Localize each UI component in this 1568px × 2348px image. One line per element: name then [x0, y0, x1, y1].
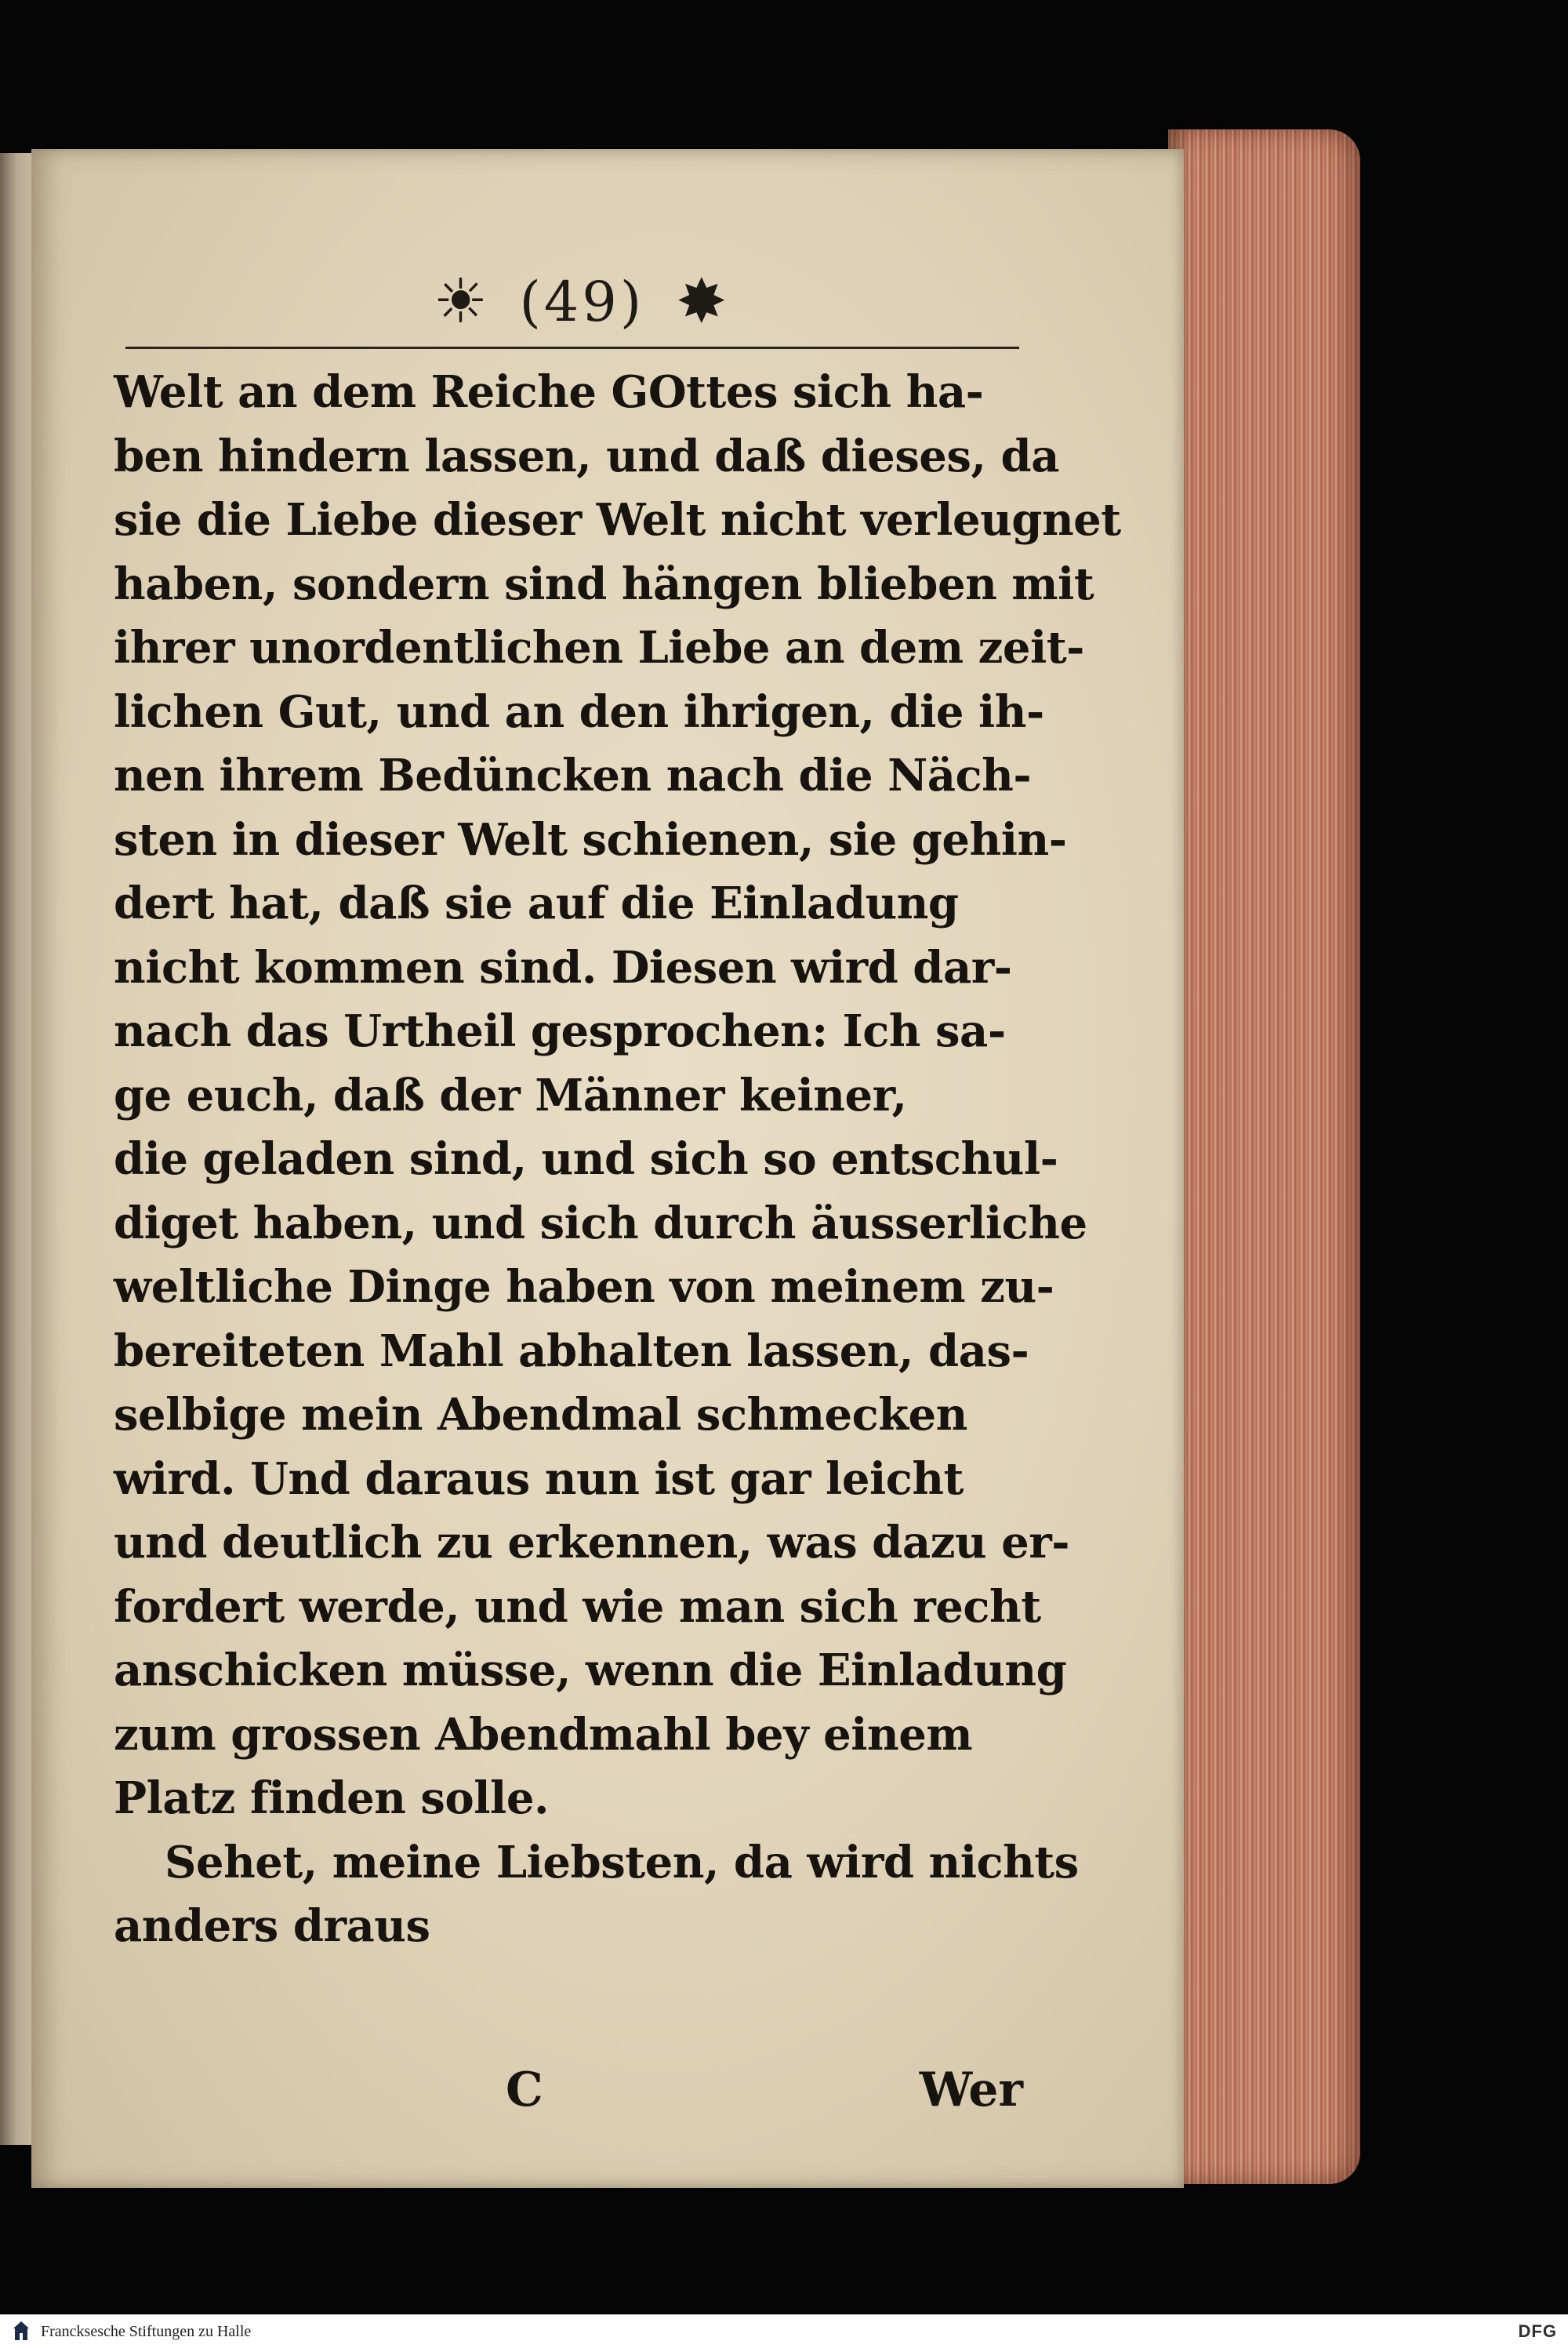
text-line: bereiteten Mahl abhalten lassen, das- [114, 1325, 1029, 1377]
text-line: Welt an dem Reiche GOttes sich ha- [114, 366, 984, 418]
text-line: weltliche Dinge haben von meinem zu- [114, 1261, 1054, 1313]
text-line: anders draus [114, 1900, 430, 1952]
text-line: selbige mein Abendmal schmecken [114, 1389, 967, 1441]
star-ornament-icon: ✸ [676, 267, 728, 337]
text-line: zum grossen Abendmahl bey einem [114, 1708, 973, 1761]
text-line: nicht kommen sind. Diesen wird dar- [114, 941, 1012, 994]
institution-logo-icon [9, 2319, 33, 2344]
page-number: (49) [519, 270, 645, 334]
footer-bar [0, 2314, 1568, 2348]
sun-ornament-icon: ☀ [433, 267, 488, 337]
text-line: ge euch, daß der Männer keiner, [114, 1069, 907, 1121]
text-line: fordert werde, und wie man sich recht [114, 1580, 1041, 1633]
text-line: und deutlich zu erkennen, was dazu er- [114, 1517, 1069, 1568]
catchword: Wer [919, 2063, 1023, 2117]
text-line: sie die Liebe dieser Welt nicht verleugnet [114, 494, 1121, 546]
text-line: lichen Gut, und an den ihrigen, die ih- [114, 685, 1044, 738]
header-rule [125, 347, 1019, 349]
page-block-edges [1168, 129, 1360, 2184]
text-line: die geladen sind, und sich so entschul- [114, 1133, 1058, 1185]
text-line: anschicken müsse, wenn die Einladung [114, 1645, 1067, 1696]
text-line: diget haben, und sich durch äusserliche [114, 1197, 1087, 1249]
text-line: Platz finden solle. [114, 1772, 549, 1824]
text-line: haben, sondern sind hängen blieben mit [114, 558, 1094, 610]
text-line: sten in dieser Welt schienen, sie gehin- [114, 813, 1067, 866]
page-footer-row [114, 2063, 1039, 2133]
signature-mark: C [506, 2063, 543, 2117]
dfg-logo: DFG [1518, 2321, 1557, 2341]
text-line: ben hindern lassen, und daß dieses, da [114, 430, 1059, 482]
page-header [361, 259, 800, 345]
text-line: nen ihrem Bedüncken nach die Näch- [114, 750, 1032, 801]
book-page [31, 149, 1184, 2188]
page-body-text [114, 361, 1121, 1959]
text-line: ihrer unordentlichen Liebe an dem zeit- [114, 622, 1084, 674]
text-line: dert hat, daß sie auf die Einladung [114, 878, 959, 929]
text-line: wird. Und daraus nun ist gar leicht [114, 1452, 964, 1505]
institution-name: Francksesche Stiftungen zu Halle [41, 2322, 252, 2340]
text-line: nach das Urtheil gesprochen: Ich sa- [114, 1005, 1006, 1057]
text-line: Sehet, meine Liebsten, da wird nichts [165, 1836, 1079, 1888]
